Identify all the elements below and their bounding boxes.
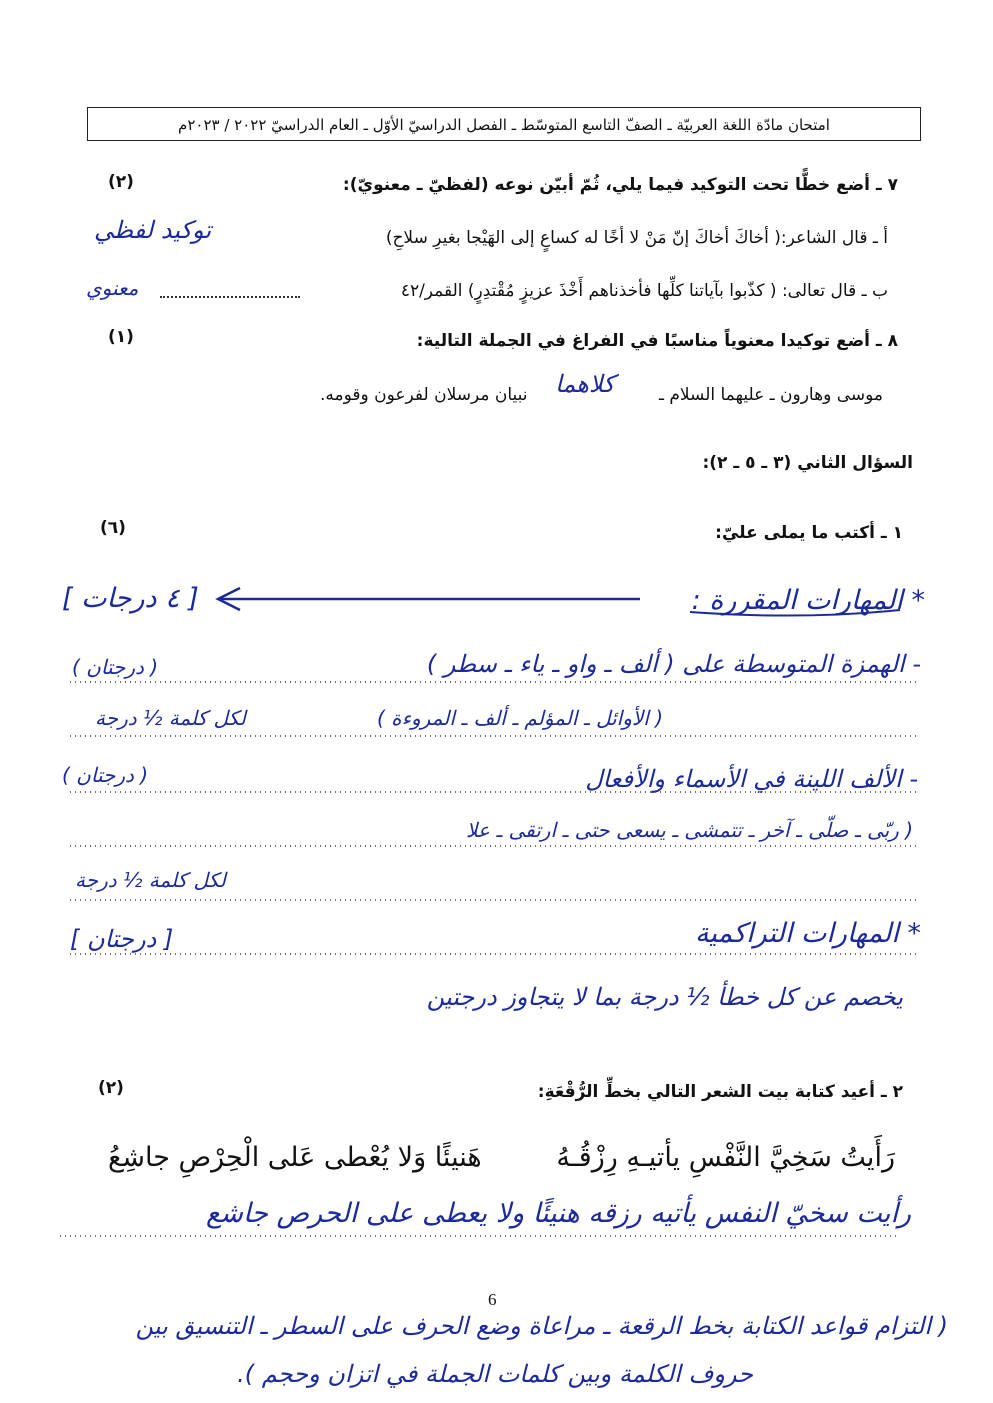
q7-b-answer: معنوي bbox=[86, 276, 139, 300]
q8-answer: كلاهما bbox=[555, 370, 615, 398]
hand-line-skills-mark: [ ٤ درجات ] bbox=[62, 583, 199, 614]
arrow-head-icon bbox=[218, 588, 240, 610]
hand-line-hamza: - الهمزة المتوسطة على ( ألف ـ واو ـ ياء ـ سطر ) bbox=[426, 650, 921, 678]
verse-second-hemistich: هَنيئًا وَلا يُعْطى عَلى الْحِرْصِ جاشِعُ bbox=[108, 1142, 482, 1173]
section-2-title: السؤال الثاني (٣ ـ ٥ ـ ٢): bbox=[702, 453, 913, 473]
page-number: 6 bbox=[488, 1290, 497, 1309]
q1-title: ١ ـ أكتب ما يملى عليّ: bbox=[715, 523, 903, 543]
hand-line-skills: * المهارات المقررة : bbox=[691, 585, 925, 616]
hand-line-deduction: يخصم عن كل خطأ ½ درجة بما لا يتجاوز درجتين bbox=[426, 983, 903, 1011]
q7-a-answer: توكيد لفظي bbox=[94, 216, 212, 244]
hand-line-cumulative-mark: [ درجتان ] bbox=[70, 925, 174, 953]
q7-title: ٧ ـ أضع خطًّا تحت التوكيد فيما يلي، ثُمّ أبيّن نوعه (لفظيّ ـ معنويّ): bbox=[342, 175, 898, 195]
q7-b-answer-line bbox=[160, 294, 300, 298]
q7-b-text: ب ـ قال تعالى: ( كذّبوا بآياتنا كلِّها فأخذناهم أَخْذَ عزيزٍ مُقْتدِرٍ) القمر/٤٢ bbox=[400, 281, 888, 301]
q8-sentence-start: موسى وهارون ـ عليهما السلام ـ bbox=[658, 385, 883, 405]
q7-mark: (٢) bbox=[108, 172, 134, 192]
q7-a-text: أ ـ قال الشاعر:( أخاكَ أخاكَ إنّ مَنْ لا أخًا له كساعٍ إلى الهَيْجا بغيرِ سلاحِ) bbox=[385, 228, 888, 248]
q8-mark: (١) bbox=[108, 327, 134, 347]
q8-sentence-end: نبيان مرسلان لفرعون وقومه. bbox=[320, 385, 528, 405]
q2-title: ٢ ـ أعيد كتابة بيت الشعر التالي بخطِّ الرُّقْعَةِ: bbox=[537, 1082, 903, 1102]
hand-line-alif-words: ( ربّى ـ صلّى ـ آخر ـ تتمشى ـ يسعى حتى ـ ارتقى ـ علا bbox=[466, 818, 913, 842]
verse-first-hemistich: رَأَيتُ سَخِيَّ النَّفْسِ يأتيـهِ رِزْقُـهُ bbox=[556, 1142, 895, 1173]
verse-handwritten-copy: رأيت سخيّ النفس يأتيه رزقه هنيئًا ولا يعطى على الحرص جاشع bbox=[206, 1198, 911, 1229]
exam-header bbox=[87, 107, 921, 141]
exam-header-text: امتحان مادّة اللغة العربيّة ـ الصفّ التاسع المتوسّط ـ الفصل الدراسيّ الأوّل ـ العام الدراسيّ ٢٠٢٢ / ٢٠٢٣م bbox=[178, 116, 830, 134]
footer-note-line-2: حروف الكلمة وبين كلمات الجملة في اتزان وحجم ). bbox=[237, 1360, 753, 1388]
hand-line-alif: - الألف اللينة في الأسماء والأفعال bbox=[585, 765, 918, 793]
hand-line-alif-mark: ( درجتان ) bbox=[62, 763, 149, 787]
hand-line-hamza-words: ( الأوائل ـ المؤلم ـ ألف ـ المروءة ) bbox=[376, 706, 663, 730]
footer-note-line-1: ( التزام قواعد الكتابة بخط الرقعة ـ مراعاة وضع الحرف على السطر ـ التنسيق بين bbox=[135, 1312, 948, 1340]
q2-mark: (٢) bbox=[98, 1078, 124, 1098]
hand-line-cumulative: * المهارات التراكمية bbox=[695, 918, 921, 949]
q8-title: ٨ ـ أضع توكيدا معنوياً مناسبًا في الفراغ في الجملة التالية: bbox=[416, 331, 898, 351]
hand-line-alif-per-word: لكل كلمة ½ درجة bbox=[75, 868, 226, 892]
hand-line-hamza-mark: ( درجتان ) bbox=[72, 655, 159, 679]
hand-line-hamza-per-word: لكل كلمة ½ درجة bbox=[95, 706, 246, 730]
q1-mark: (٦) bbox=[100, 518, 126, 538]
